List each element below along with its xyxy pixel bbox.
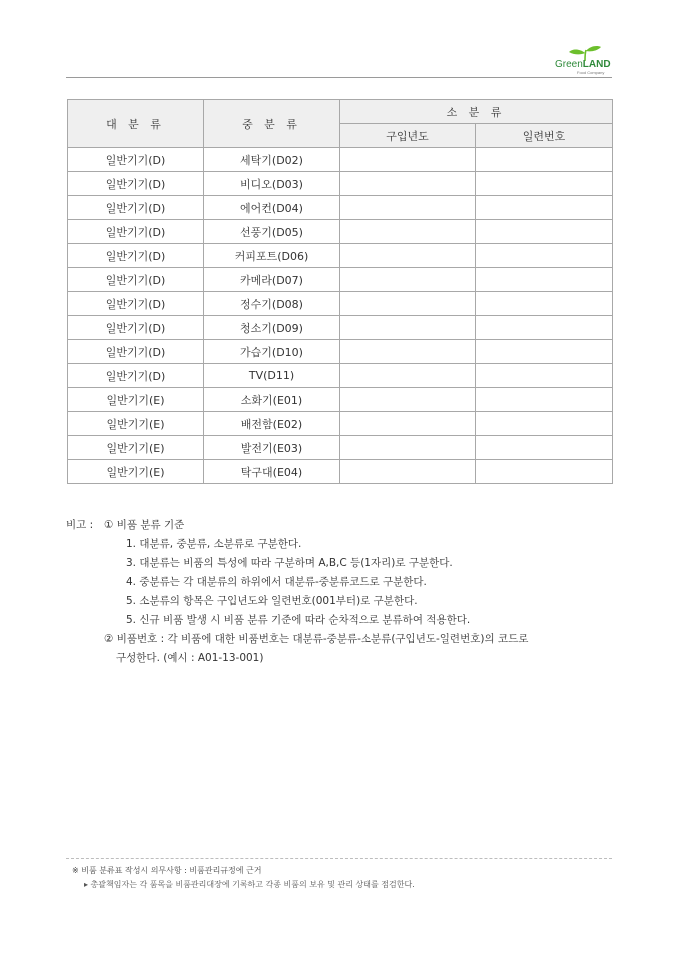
table-row <box>68 292 613 316</box>
header-middle: 중 분 류 <box>204 100 340 148</box>
table-row <box>68 436 613 460</box>
cell-middle: 세탁기(D02) <box>204 148 340 172</box>
cell-middle: 정수기(D08) <box>204 292 340 316</box>
cell-middle: 발전기(E03) <box>204 436 340 460</box>
cell-serial-number <box>476 460 613 484</box>
cell-purchase-year <box>340 364 476 388</box>
cell-major: 일반기기(D) <box>68 196 204 220</box>
note-item-2-line-1: ② 비품번호 : 각 비품에 대한 비품번호는 대분류-중분류-소분류(구입년도-일련번호)의 코드로 <box>104 633 529 645</box>
cell-serial-number <box>476 196 613 220</box>
cell-middle: 청소기(D09) <box>204 316 340 340</box>
cell-major: 일반기기(D) <box>68 364 204 388</box>
table-row <box>68 340 613 364</box>
table-row <box>68 460 613 484</box>
cell-purchase-year <box>340 460 476 484</box>
cell-purchase-year <box>340 172 476 196</box>
cell-middle: 카메라(D07) <box>204 268 340 292</box>
cell-serial-number <box>476 340 613 364</box>
cell-serial-number <box>476 148 613 172</box>
note-item-1-title: ① 비품 분류 기준 <box>104 519 185 531</box>
footer-line-1: ※ 비품 분류표 작성시 의무사항 : 비품관리규정에 근거 <box>72 866 262 875</box>
cell-serial-number <box>476 436 613 460</box>
table-row <box>68 244 613 268</box>
table-row <box>68 148 613 172</box>
table-row <box>68 412 613 436</box>
cell-serial-number <box>476 364 613 388</box>
cell-major: 일반기기(D) <box>68 340 204 364</box>
table-row <box>68 316 613 340</box>
cell-middle: 에어컨(D04) <box>204 196 340 220</box>
table-row <box>68 172 613 196</box>
table-row <box>68 220 613 244</box>
cell-purchase-year <box>340 220 476 244</box>
table-row <box>68 268 613 292</box>
cell-purchase-year <box>340 244 476 268</box>
cell-major: 일반기기(D) <box>68 292 204 316</box>
table-row <box>68 364 613 388</box>
footer-divider <box>66 858 612 859</box>
header-minor: 소 분 류 <box>340 100 613 124</box>
cell-serial-number <box>476 172 613 196</box>
cell-serial-number <box>476 268 613 292</box>
cell-major: 일반기기(E) <box>68 388 204 412</box>
notes-label: 비고 : <box>66 519 94 531</box>
cell-serial-number <box>476 388 613 412</box>
cell-purchase-year <box>340 316 476 340</box>
cell-major: 일반기기(D) <box>68 220 204 244</box>
cell-purchase-year <box>340 412 476 436</box>
logo-wordmark: GreenLAND <box>555 59 611 70</box>
cell-purchase-year <box>340 340 476 364</box>
cell-purchase-year <box>340 268 476 292</box>
header-purchase-year: 구입년도 <box>340 124 476 148</box>
cell-serial-number <box>476 412 613 436</box>
classification-table <box>67 99 613 484</box>
footer-notice <box>72 864 612 892</box>
cell-serial-number <box>476 244 613 268</box>
cell-major: 일반기기(E) <box>68 412 204 436</box>
logo-subtitle: Food Company <box>577 70 605 75</box>
cell-major: 일반기기(D) <box>68 268 204 292</box>
table-row <box>68 196 613 220</box>
table-row <box>68 388 613 412</box>
cell-middle: 배전함(E02) <box>204 412 340 436</box>
note-sub-item: 3. 대분류는 비품의 특성에 따라 구분하며 A,B,C 등(1자리)로 구분한다. <box>126 557 453 569</box>
cell-purchase-year <box>340 388 476 412</box>
cell-purchase-year <box>340 292 476 316</box>
header-serial-number: 일련번호 <box>476 124 613 148</box>
cell-serial-number <box>476 220 613 244</box>
note-sub-item: 5. 신규 비품 발생 시 비품 분류 기준에 따라 순차적으로 분류하여 적용한다. <box>126 614 471 626</box>
notes-section <box>66 516 616 668</box>
footer-line-2: ▸ 총괄책임자는 각 품목을 비품관리대장에 기록하고 각종 비품의 보유 및 관리 상태를 점검한다. <box>84 880 415 889</box>
header-divider <box>66 77 612 78</box>
cell-middle: 커피포트(D06) <box>204 244 340 268</box>
header-major: 대 분 류 <box>68 100 204 148</box>
cell-major: 일반기기(D) <box>68 148 204 172</box>
cell-purchase-year <box>340 436 476 460</box>
cell-major: 일반기기(E) <box>68 460 204 484</box>
cell-middle: 비디오(D03) <box>204 172 340 196</box>
cell-middle: 가습기(D10) <box>204 340 340 364</box>
note-sub-item: 5. 소분류의 항목은 구입년도와 일련번호(001부터)로 구분한다. <box>126 595 418 607</box>
cell-serial-number <box>476 316 613 340</box>
company-logo <box>555 44 615 78</box>
cell-serial-number <box>476 292 613 316</box>
note-sub-item: 1. 대분류, 중분류, 소분류로 구분한다. <box>126 538 302 550</box>
cell-major: 일반기기(D) <box>68 172 204 196</box>
cell-middle: TV(D11) <box>204 364 340 388</box>
cell-middle: 소화기(E01) <box>204 388 340 412</box>
cell-major: 일반기기(D) <box>68 244 204 268</box>
note-item-2-line-2: 구성한다. (예시 : A01-13-001) <box>116 652 264 664</box>
cell-middle: 탁구대(E04) <box>204 460 340 484</box>
cell-major: 일반기기(D) <box>68 316 204 340</box>
cell-purchase-year <box>340 148 476 172</box>
cell-purchase-year <box>340 196 476 220</box>
cell-major: 일반기기(E) <box>68 436 204 460</box>
cell-middle: 선풍기(D05) <box>204 220 340 244</box>
note-sub-item: 4. 중분류는 각 대분류의 하위에서 대분류-중분류코드로 구분한다. <box>126 576 427 588</box>
